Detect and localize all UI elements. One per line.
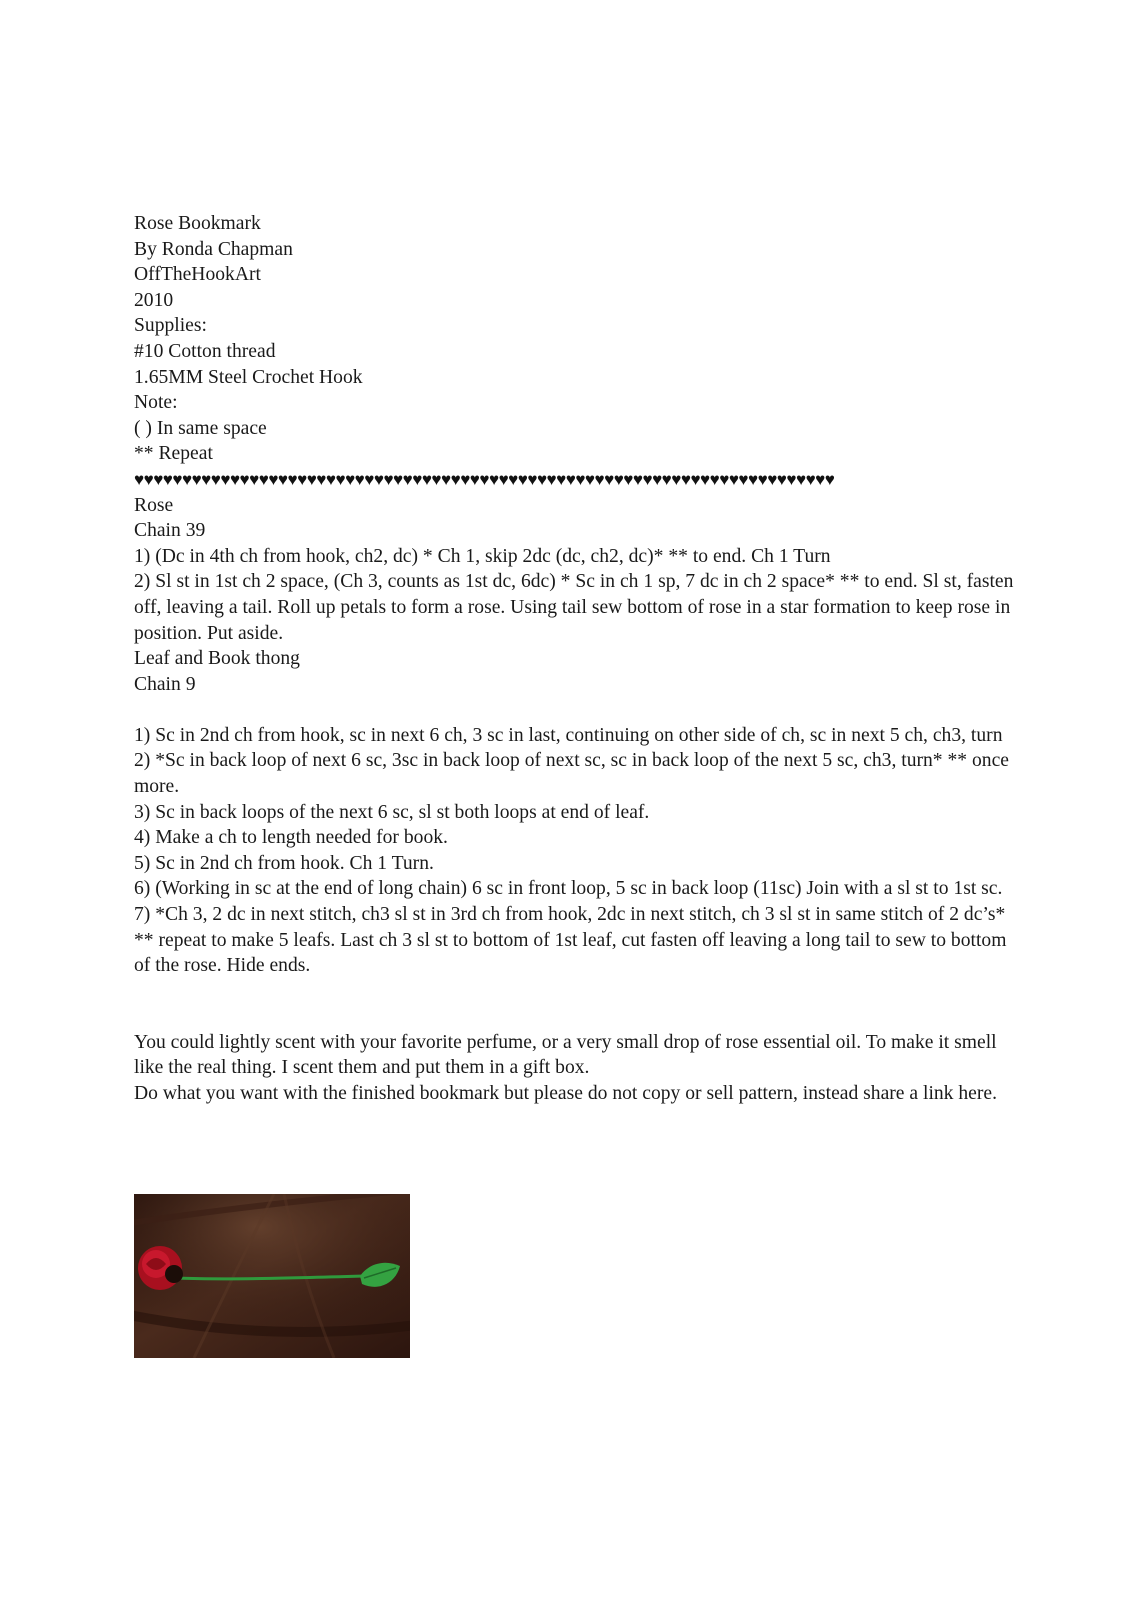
supply-item: 1.65MM Steel Crochet Hook — [134, 366, 363, 388]
pattern-title: Rose Bookmark — [134, 213, 261, 234]
rose-bookmark-photo — [134, 1194, 410, 1358]
leaf-step: 5) Sc in 2nd ch from hook. Ch 1 Turn. — [134, 852, 434, 874]
supplies-heading: Supplies: — [134, 315, 207, 337]
note-heading: Note: — [134, 392, 178, 414]
pattern-text — [134, 211, 1014, 1107]
copyright-paragraph: Do what you want with the finished bookmark but please do not copy or sell pattern, instead share a link here. — [134, 1083, 997, 1104]
brand-line: OffTheHookArt — [134, 264, 261, 286]
spacer — [134, 697, 1014, 723]
supply-item: #10 Cotton thread — [134, 340, 276, 362]
leaf-step: 3) Sc in back loops of the next 6 sc, sl st both loops at end of leaf. — [134, 801, 650, 823]
rose-chain: Chain 39 — [134, 520, 206, 542]
leaf-step: 1) Sc in 2nd ch from hook, sc in next 6 ch, 3 sc in last, continuing on other side of ch, sc in next 5 ch, ch3, turn — [134, 724, 1003, 746]
leaf-step: 4) Make a ch to length needed for book. — [134, 827, 448, 849]
note-item: ( ) In same space — [134, 417, 267, 439]
leaf-step: 7) *Ch 3, 2 dc in next stitch, ch3 sl st in 3rd ch from hook, 2dc in next stitch, ch 3 sl st in same stitch of 2 dc’s* ** repeat to make 5 leafs. Last ch 3 sl st to bottom of 1st leaf, cut fasten off leaving a long tail to sew to bottom of the rose. Hide ends. — [134, 904, 1007, 977]
leaf-heading: Leaf and Book thong — [134, 648, 300, 670]
author-line: By Ronda Chapman — [134, 238, 293, 260]
year-line: 2010 — [134, 289, 174, 311]
rose-heading: Rose — [134, 494, 174, 516]
spacer — [134, 979, 1014, 1030]
scent-paragraph: You could lightly scent with your favorite perfume, or a very small drop of rose essential oil. To make it smell like the real thing. I scent them and put them in a gift box. — [134, 1031, 997, 1079]
leaf-step: 2) *Sc in back loop of next 6 sc, 3sc in back loop of next sc, sc in back loop of the next 5 sc, ch3, turn* ** once more. — [134, 750, 1009, 798]
rose-step: 2) Sl st in 1st ch 2 space, (Ch 3, counts as 1st dc, 6dc) * Sc in ch 1 sp, 7 dc in ch 2 space* ** to end. Sl st, fasten off, leaving a tail. Roll up petals to form a rose. Using tail sew bottom of rose in a star formation to keep rose in position. Put aside. — [134, 571, 1014, 644]
leaf-chain: Chain 9 — [134, 673, 196, 695]
leaf-step: 6) (Working in sc at the end of long chain) 6 sc in front loop, 5 sc in back loop (11sc) Join with a sl st to 1st sc. — [134, 878, 1003, 900]
note-item: ** Repeat — [134, 443, 213, 465]
heart-divider: ♥♥♥♥♥♥♥♥♥♥♥♥♥♥♥♥♥♥♥♥♥♥♥♥♥♥♥♥♥♥♥♥♥♥♥♥♥♥♥♥♥♥♥♥♥♥♥♥♥♥♥♥♥♥♥♥♥♥♥♥♥♥♥♥♥♥♥♥♥♥♥♥♥ — [134, 469, 835, 489]
rose-step: 1) (Dc in 4th ch from hook, ch2, dc) * Ch 1, skip 2dc (dc, ch2, dc)* ** to end. Ch 1 Turn — [134, 545, 831, 567]
